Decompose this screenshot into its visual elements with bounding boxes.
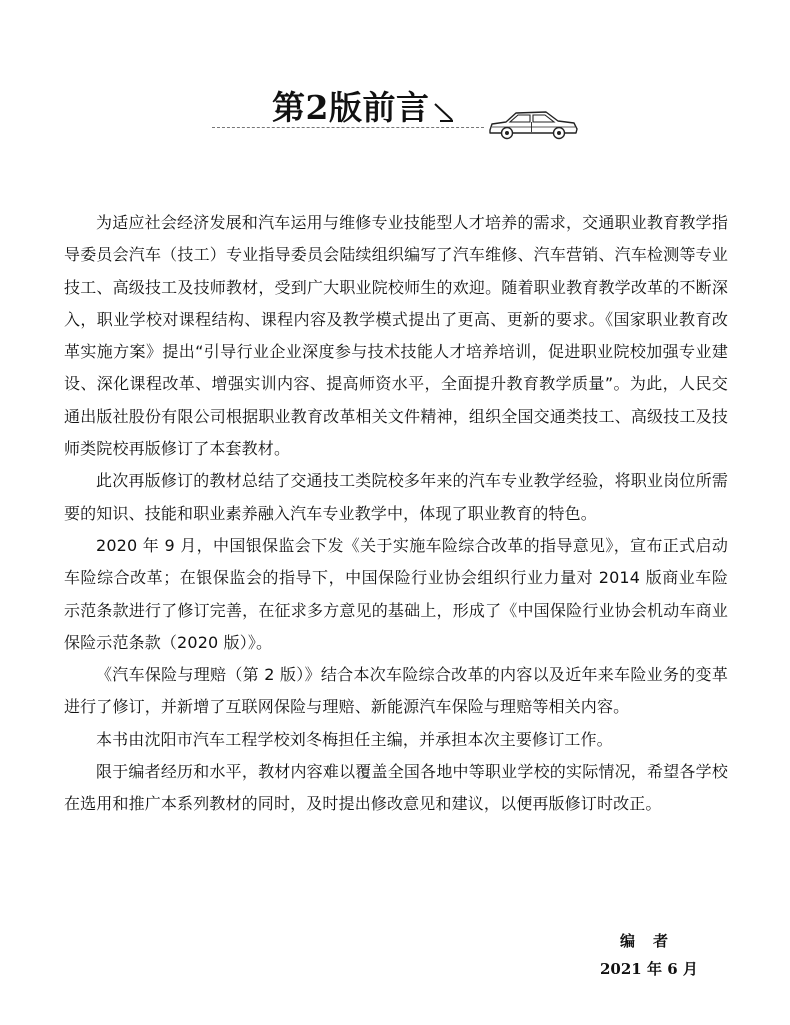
paragraph: 此次再版修订的教材总结了交通技工类院校多年来的汽车专业教学经验，将职业岗位所需要的知识、技能和职业素养融入汽车专业教学中，体现了职业教育的特色。 <box>64 471 728 523</box>
car-icon <box>486 106 580 140</box>
signature-date: 2021 年 6 月 <box>600 960 698 978</box>
paragraph: 为适应社会经济发展和汽车运用与维修专业技能型人才培养的需求，交通职业教育教学指导委员会汽车（技工）专业指导委员会陆续组织编写了汽车维修、汽车营销、汽车检测等专业技工、高级技工及技师教材，受到广大职业院校师生的欢迎。随着职业教育教学改革的不断深入，职业学校对课程结构、课程内容及教学模式提出了更高、更新的要求。《国家职业教育改革实施方案》提出“引导行业企业深度参与技术技能人才培养培训，促进职业院校加强专业建设、深化课程改革、增强实训内容、提高师资水平，全面提升教育教学质量”。为此，人民交通出版社股份有限公司根据职业教育改革相关文件精神，组织全国交通类技工、高级技工及技师类院校再版修订了本套教材。 <box>64 213 728 459</box>
arrow-down-right-icon <box>432 101 458 123</box>
paragraph: 《汽车保险与理赔（第 2 版）》结合本次车险综合改革的内容以及近年来车险业务的变革进行了修订，并新增了互联网保险与理赔、新能源汽车保险与理赔等相关内容。 <box>64 665 728 717</box>
page-header <box>0 0 790 150</box>
header-divider <box>212 127 484 128</box>
preface-body <box>64 207 728 821</box>
paragraph: 限于编者经历和水平，教材内容难以覆盖全国各地中等职业学校的实际情况，希望各学校在选用和推广本系列教材的同时，及时提出修改意见和建议，以便再版修订时改正。 <box>64 762 728 814</box>
signature-author: 编者 <box>620 932 687 950</box>
page-title: 第2版前言 <box>272 88 430 127</box>
paragraph: 2020 年 9 月，中国银保监会下发《关于实施车险综合改革的指导意见》，宣布正式启动车险综合改革；在银保监会的指导下，中国保险行业协会组织行业力量对 2014 版商业车险示范条款进行了修订完善，在征求多方意见的基础上，形成了《中国保险行业协会机动车商业保险示范条款（2020 版）》。 <box>64 535 728 652</box>
paragraph: 本书由沈阳市汽车工程学校刘冬梅担任主编，并承担本次主要修订工作。 <box>96 729 613 749</box>
